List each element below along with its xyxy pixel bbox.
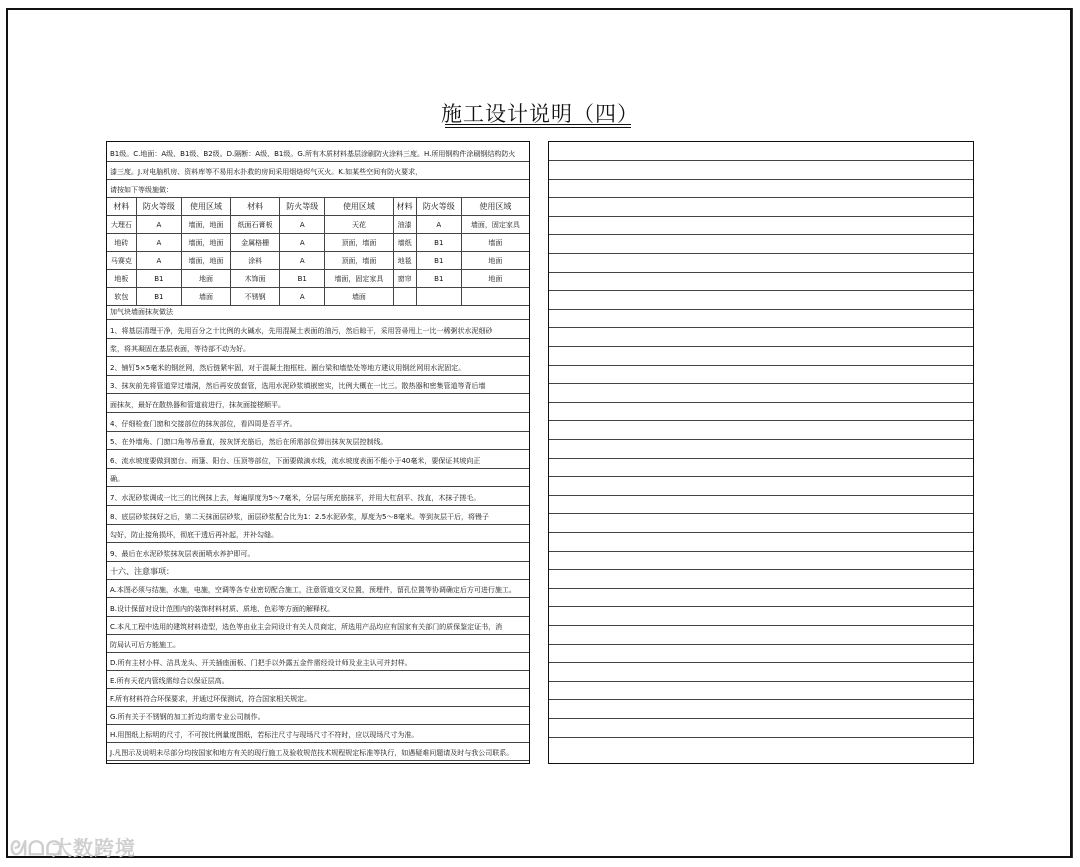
aerated-line-text: 8、底层砂浆抹好之后，第二天抹面层砂浆，面层砂浆配合比为1：2.5水泥砂浆，厚度为5～8毫米。等到灰层干后，将镘子	[110, 512, 489, 521]
fire-table-cell: 墙面	[181, 288, 230, 306]
fire-table-cell: 墙面，固定家具	[325, 270, 393, 288]
note-line	[107, 689, 529, 707]
ruled-line	[549, 309, 973, 310]
ruled-line	[549, 160, 973, 161]
fire-header-cell: 材料	[107, 197, 136, 216]
ruled-line	[549, 588, 973, 589]
aerated-line-text: 3、抹灰前先将管道穿过墙洞，然后再安放套管，选用水泥砂浆填嵌密实，比例大概在一比三。散热器和密集管道等背后墙	[110, 382, 486, 391]
ruled-line	[549, 197, 973, 198]
note-line-text: C.本凡工程中选用的建筑材料造型，选色等由业主会同设计有关人员商定，所选用产品均应有国家有关部门的质保鉴定证书，消	[110, 622, 503, 631]
aerated-line	[107, 357, 529, 376]
aerated-line-text: 5、在外墙角、门窗口角等吊垂直，按灰饼充筋后，然后在所需部位弹出抹灰灰层控制线。	[110, 438, 388, 447]
intro-line-text: B1级。C.地面：A级、B1级、B2级。D.隔断：A级、B1级。G.所有木质材料基层涂刷防火涂料三度。H.所用钢构件涂刷钢结构防火	[110, 150, 516, 158]
aerated-line-text: 面抹灰，最好在散热器和管道前进行，抹灰面接槎顺平。	[110, 400, 285, 409]
fire-table-cell: 油漆	[393, 216, 416, 234]
fire-table-cell: 纸面石膏板	[231, 216, 280, 234]
intro-line	[107, 180, 529, 198]
fire-header-cell: 使用区域	[461, 197, 529, 216]
ruled-line	[549, 365, 973, 366]
ruled-line	[549, 439, 973, 440]
intro-line-text: 漆三度。J.对电脑机房、资料库等不易用水扑救的房间采用烟烙烬气灭火。K.如某些空间有防火要求，	[110, 168, 423, 176]
aerated-line	[107, 525, 529, 544]
note-line	[107, 743, 529, 761]
fire-table-cell: 地砖	[107, 234, 136, 252]
fire-table-cell: A	[136, 216, 181, 234]
fire-table-cell: 不锈钢	[231, 288, 280, 306]
note-line	[107, 671, 529, 689]
ruled-line	[549, 551, 973, 552]
watermark	[10, 832, 136, 861]
intro-line	[107, 162, 529, 180]
fire-table-cell: 地毯	[393, 252, 416, 270]
fire-table-cell: 地面	[461, 270, 529, 288]
aerated-line	[107, 413, 529, 432]
fire-table-cell: B1	[416, 270, 461, 288]
fire-table-cell: 涂料	[231, 252, 280, 270]
fire-header-cell: 防火等级	[280, 197, 325, 216]
notes-title	[107, 562, 529, 581]
fire-table-cell: A	[280, 216, 325, 234]
ruled-line	[549, 402, 973, 403]
ruled-line	[549, 737, 973, 738]
fire-table-cell: B1	[416, 234, 461, 252]
ruled-line	[549, 644, 973, 645]
fire-header-cell: 材料	[231, 197, 280, 216]
aerated-line	[107, 469, 529, 488]
ruled-line	[549, 606, 973, 607]
note-line-text: J.凡图示及说明未尽部分均按国家和地方有关的现行施工及验收规范技术规程规定标准等执行，如遇疑难问题请及时与我公司联系。	[110, 749, 514, 758]
fire-table-cell: 大理石	[107, 216, 136, 234]
fire-table-cell: 顶面，墙面	[325, 252, 393, 270]
fire-table-cell: 墙面，地面	[181, 252, 230, 270]
note-line	[107, 599, 529, 617]
fire-table-cell: 软包	[107, 288, 136, 306]
note-line	[107, 707, 529, 725]
aerated-line	[107, 376, 529, 395]
ruled-line	[549, 383, 973, 384]
ruled-line	[549, 179, 973, 180]
ruled-line	[549, 625, 973, 626]
aerated-line	[107, 339, 529, 358]
note-line-text: B.设计保留对设计范围内的装饰材料材质、质地、色彩等方面的解释权。	[110, 604, 335, 613]
ruled-line	[549, 234, 973, 235]
left-notes-panel	[106, 141, 530, 764]
fire-table-cell: 墙面，地面	[181, 234, 230, 252]
aerated-line-text: 1、将基层清理干净，先用百分之十比例的火碱水，先用混凝土表面的油污，然后晾干，采用笤帚甩上一比一稀粥状水泥细砂	[110, 326, 493, 335]
ruled-line	[549, 476, 973, 477]
fire-table-cell: B1	[416, 252, 461, 270]
note-line	[107, 725, 529, 743]
note-line-text: 防局认可后方能施工。	[110, 640, 180, 649]
note-line-text: F.所有材料符合环保要求，并通过环保测试，符合国家相关规定。	[110, 695, 312, 704]
aerated-line-text: 勾好，防止接角损坏，彻底干透后再补起，并补勾缝。	[110, 531, 278, 540]
ruled-line	[549, 458, 973, 459]
fire-rating-table	[107, 197, 529, 306]
aerated-line	[107, 487, 529, 506]
note-line	[107, 617, 529, 635]
fire-table-cell: 木饰面	[231, 270, 280, 288]
aerated-line	[107, 394, 529, 413]
ruled-line	[549, 327, 973, 328]
fire-table-cell: A	[416, 216, 461, 234]
ruled-line	[549, 513, 973, 514]
watermark-text: 大数跨境	[51, 836, 136, 860]
note-line-text: A.本图必须与结施，水施，电施，空调等各专业密切配合施工，注意管道交叉位置，预埋件，留孔位置等协调确定后方可进行施工。	[110, 586, 516, 595]
fire-table-cell: 地面	[181, 270, 230, 288]
ruled-line	[549, 420, 973, 421]
fire-table-cell: B1	[136, 288, 181, 306]
ruled-line	[549, 718, 973, 719]
fire-header-cell: 使用区域	[325, 197, 393, 216]
note-line-text: G.所有关于不锈钢的加工折边均需专业公司制作。	[110, 713, 265, 722]
title-underline	[445, 124, 631, 125]
fire-header-cell: 防火等级	[416, 197, 461, 216]
aerated-line-text: 6、流水坡度要做到窗台、雨篷、阳台、压顶等部位，下面要做滴水线，流水坡度表面不能小于40毫米，要保证其坡向正	[110, 456, 481, 465]
fire-table-row	[107, 270, 529, 288]
fire-table-cell: 墙面，地面	[181, 216, 230, 234]
fire-table-cell: 顶面，墙面	[325, 234, 393, 252]
aerated-line-text: 确。	[110, 475, 124, 484]
note-line	[107, 653, 529, 671]
fire-header-cell: 防火等级	[136, 197, 181, 216]
right-blank-panel	[548, 141, 974, 764]
fire-table-cell: 金属格栅	[231, 234, 280, 252]
ruled-line	[549, 290, 973, 291]
ruled-line	[549, 569, 973, 570]
ruled-line	[549, 216, 973, 217]
title-block-edge	[1072, 8, 1080, 858]
fire-table-cell: B1	[136, 270, 181, 288]
ruled-line	[549, 495, 973, 496]
fire-table-cell: 墙面，固定家具	[461, 216, 529, 234]
note-line-text: H.用图纸上标明的尺寸，不可按比例量度图纸，若标注尺寸与现场尺寸不符时，应以现场尺寸为准。	[110, 731, 419, 740]
intro-line-text: 请按如下等级施做：	[110, 186, 173, 194]
ruled-line	[549, 681, 973, 682]
ruled-line	[549, 532, 973, 533]
aerated-line	[107, 450, 529, 469]
fire-table-cell: 地面	[461, 252, 529, 270]
fire-table-cell: B1	[280, 270, 325, 288]
ruled-line	[549, 253, 973, 254]
aerated-title-text: 加气块墙面抹灰做法	[110, 308, 173, 316]
page-title: 施工设计说明（四）	[441, 102, 639, 126]
intro-line	[107, 144, 529, 162]
title-underline-double	[445, 127, 631, 128]
aerated-line	[107, 320, 529, 339]
note-line	[107, 635, 529, 653]
aerated-line-text: 9、最后在水泥砂浆抹灰层表面喷水养护即可。	[110, 549, 255, 558]
fire-table-cell: 墙面	[461, 234, 529, 252]
aerated-line	[107, 432, 529, 451]
note-line	[107, 580, 529, 598]
ruled-line	[549, 662, 973, 663]
fire-table-cell: A	[280, 234, 325, 252]
fire-table-cell: A	[280, 252, 325, 270]
aerated-line	[107, 543, 529, 562]
fire-table-cell: A	[280, 288, 325, 306]
watermark-logo-icon: ᘛᗝᗝ	[10, 836, 64, 860]
fire-table-cell: 窗帘	[393, 270, 416, 288]
fire-header-cell: 材料	[393, 197, 416, 216]
fire-table-cell: 墙纸	[393, 234, 416, 252]
fire-table-cell: 天花	[325, 216, 393, 234]
ruled-line	[549, 272, 973, 273]
fire-table-row	[107, 234, 529, 252]
aerated-line-text: 7、水泥砂浆调成一比三的比例抹上去，每遍厚度为5～7毫米，分层与所充筋抹平，并用大杠刮平、找直，木抹子搓毛。	[110, 493, 481, 502]
fire-table-cell: A	[136, 234, 181, 252]
aerated-line	[107, 506, 529, 525]
fire-table-cell: 墙面	[325, 288, 393, 306]
ruled-line	[549, 699, 973, 700]
fire-table-row	[107, 216, 529, 234]
aerated-line-text: 2、铺钉5×5毫米的钢丝网，然后链紧牢固，对于混凝土抱框柱、圈台梁和墙垫处等地方建议用钢丝网用水泥固定。	[110, 363, 466, 372]
note-line-text: D.所有主材小样、洁具龙头、开关插座面板、门把手以外露五金件需经设计师及业主认可并封样。	[110, 658, 412, 667]
fire-table-cell: 马赛克	[107, 252, 136, 270]
fire-table-cell: A	[136, 252, 181, 270]
fire-header-cell: 使用区域	[181, 197, 230, 216]
fire-table-header	[107, 197, 529, 216]
fire-table-row	[107, 252, 529, 270]
aerated-line-text: 4、仔细检查门窗和交接部位的抹灰部位，看四周是否平齐。	[110, 419, 297, 428]
aerated-line-text: 浆，将其凝固在基层表面，等待部不动为好。	[110, 345, 250, 354]
notes-title-text: 十六、注意事项：	[110, 567, 174, 577]
fire-table-cell: 地板	[107, 270, 136, 288]
fire-table-body	[107, 216, 529, 306]
note-line-text: E.所有天花内管线需综合以保证层高。	[110, 676, 229, 685]
aerated-title	[107, 302, 529, 320]
ruled-line	[549, 346, 973, 347]
